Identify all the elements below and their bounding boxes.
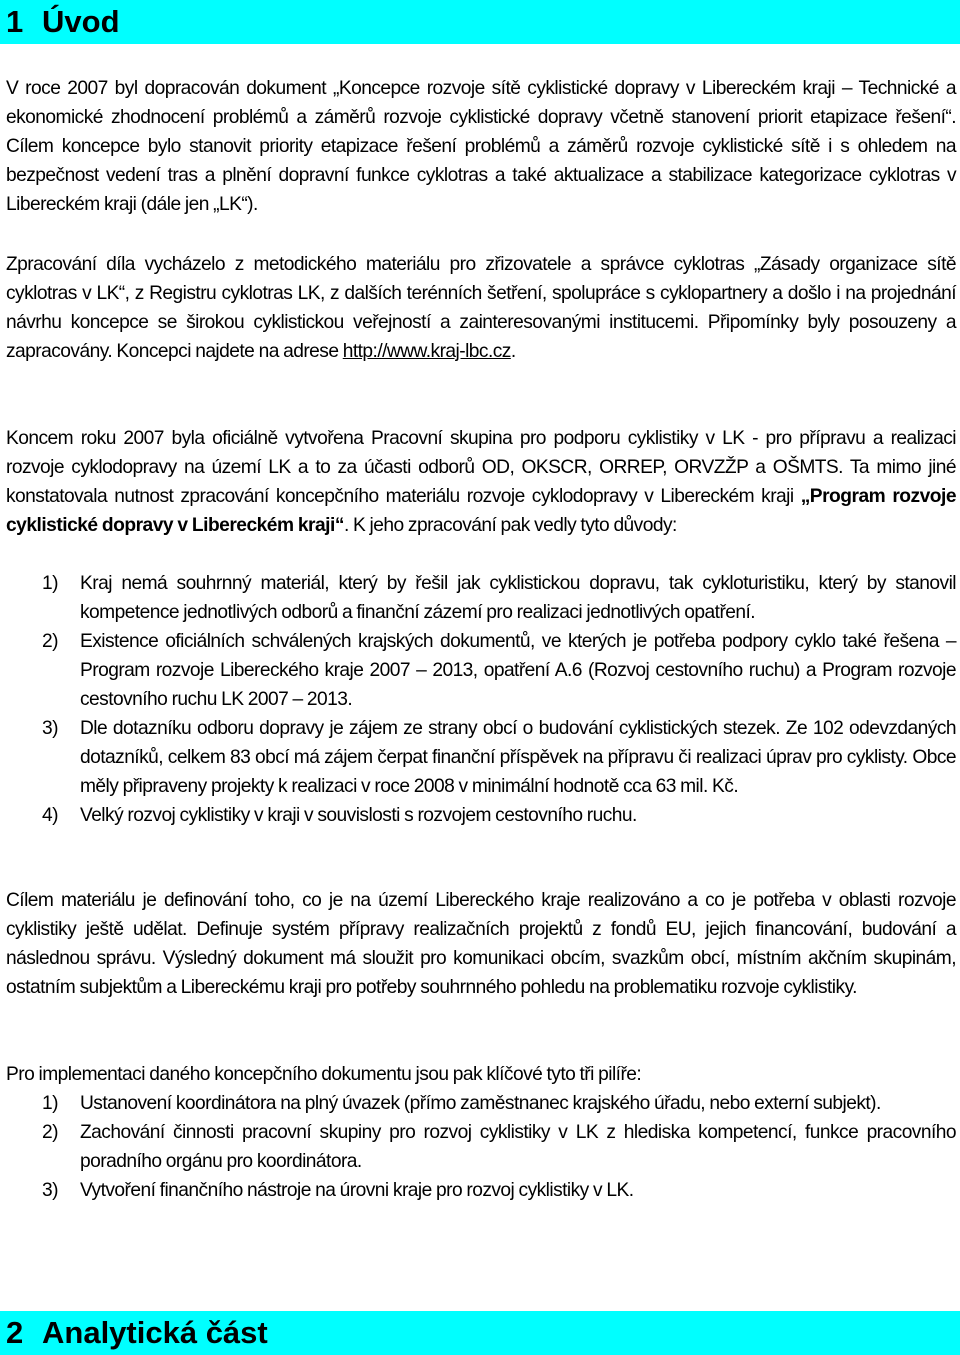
list-item-text: Velký rozvoj cyklistiky v kraji v souvislosti s rozvojem cestovního ruchu. [80,805,637,826]
list-marker: 3) [42,1180,58,1201]
list-item [6,1176,956,1205]
paragraph-implementation: Pro implementaci daného koncepčního dokumentu jsou pak klíčové tyto tři pilíře: [6,1064,642,1085]
list-item [6,1089,956,1118]
list-item [6,569,956,627]
list-item-text: Dle dotazníku odboru dopravy je zájem ze strany obcí o budování cyklistických stezek. Ze 102 odevzdaných dotazníků, celkem 83 obcí má zájem čerpat finanční příspěvek na přípravu či realizaci úprav pro cyklisty. Obce měly připraveny projekty k realizaci v roce 2008 v minimální hodnotě cca 63 mil. Kč. [80,718,956,797]
list-marker: 2) [42,631,58,652]
list-item-text: Zachování činnosti pracovní skupiny pro rozvoj cyklistiky v LK z hlediska kompetencí, funkce pracovního poradního orgánu pro koordinátora. [80,1122,956,1172]
section-heading-analysis [0,1311,960,1355]
paragraph-processing [6,250,956,366]
list-item [6,714,956,801]
list-item-text: Vytvoření finančního nástroje na úrovni kraje pro rozvoj cyklistiky v LK. [80,1180,634,1201]
paragraph-processing-end: . [510,341,516,362]
section-title: Analytická část [42,1315,268,1350]
paragraph-working-group [6,424,956,540]
list-item [6,1118,956,1176]
list-item-text: Kraj nemá souhrnný materiál, který by řešil jak cyklistickou dopravu, tak cykloturistiku, který by stanovil kompetence jednotlivých odborů a finanční zázemí pro realizaci jednotlivých opatření. [80,573,956,623]
list-marker: 3) [42,718,58,739]
list-marker: 1) [42,573,58,594]
list-marker: 2) [42,1122,58,1143]
list-item [6,801,956,830]
list-marker: 1) [42,1093,58,1114]
paragraph-goal: Cílem materiálu je definování toho, co je na území Libereckého kraje realizováno a co je potřeba v oblasti rozvoje cyklistiky ještě udělat. Definuje systém přípravy realizačních projektů z fondů EU, jejich financování, budování a následnou správu. Výsledný dokument má sloužit pro komunikaci obcím, svazkům obcí, místním akčním skupinám, ostatním subjektům a Libereckému kraji pro potřeby souhrnného pohledu na problematiku rozvoje cyklistiky. [6,890,956,998]
reasons-list [6,569,956,830]
list-item-text: Ustanovení koordinátora na plný úvazek (přímo zaměstnanec krajského úřadu, nebo externí subjekt). [80,1093,881,1114]
paragraph-concept: V roce 2007 byl dopracován dokument „Koncepce rozvoje sítě cyklistické dopravy v Libereckém kraji – Technické a ekonomické zhodnocení problémů a záměrů rozvoje cyklistické dopravy včetně stanovení priorit etapizace řešení“. Cílem koncepce bylo stanovit priority etapizace řešení problémů a záměrů rozvoje cyklistické sítě i s ohledem na bezpečnost vedení tras a plnění dopravní funkce cyklotras a také aktualizace a stabilizace kategorizace cyklotras v Libereckém kraji (dále jen „LK“). [6,78,956,215]
list-item-text: Existence oficiálních schválených krajských dokumentů, ve kterých je potřeba podpory cyklo také řešena – Program rozvoje Libereckého kraje 2007 – 2013, opatření A.6 (Rozvoj cestovního ruchu) a Program rozvoje cestovního ruchu LK 2007 – 2013. [80,631,956,710]
paragraph-processing-text: Zpracování díla vycházelo z metodického materiálu pro zřizovatele a správce cyklotras „Zásady organizace sítě cyklotras v LK“, z Registru cyklotras LK, z dalších terénních šetření, spolupráce s cyklopartnery a došlo i na projednání návrhu koncepce se širokou cyklistickou veřejností a zainteresovanými institucemi. Připomínky byly posouzeny a zapracovány. Koncepci najdete na adrese [6,254,956,362]
pillars-list [6,1089,956,1205]
section-number: 2 [6,1315,24,1350]
program-title: „Program rozvoje cyklistické dopravy v Libereckém kraji“ [6,486,956,536]
section-title: Úvod [42,4,120,39]
list-marker: 4) [42,805,58,826]
list-item [6,627,956,714]
paragraph-working-group-end: . K jeho zpracování pak vedly tyto důvody: [343,515,677,536]
paragraph-working-group-text: Koncem roku 2007 byla oficiálně vytvořena Pracovní skupina pro podporu cyklistiky v LK - pro přípravu a realizaci rozvoje cyklodopravy na území LK a to za účasti odborů OD, OKSCR, ORREP, ORVZŽP a OŠMTS. Ta mimo jiné konstatovala nutnost zpracování koncepčního materiálu rozvoje cyklodopravy v Libereckém kraji [6,428,956,507]
website-link[interactable]: http://www.kraj-lbc.cz [342,341,511,362]
section-number: 1 [6,4,24,39]
section-heading-intro [0,0,960,44]
